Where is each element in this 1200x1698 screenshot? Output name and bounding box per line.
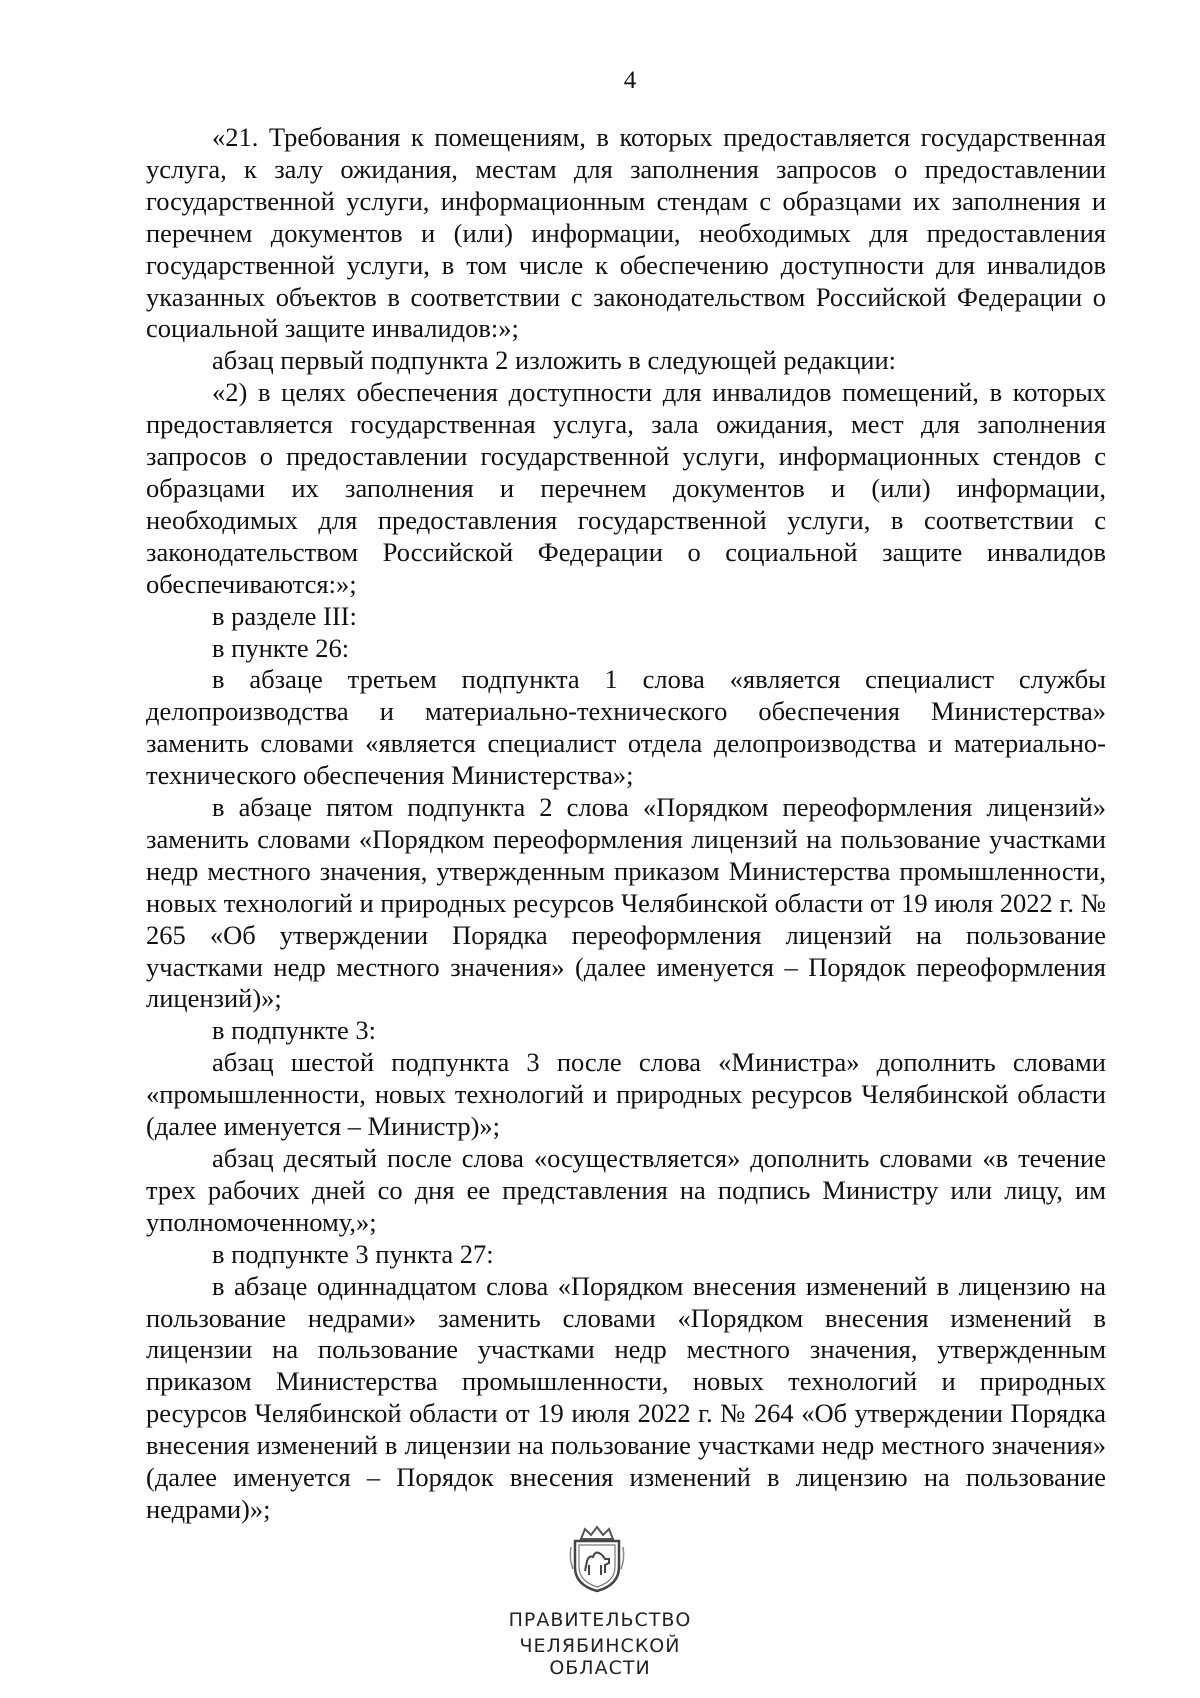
paragraph: в абзаце третьем подпункта 1 слова «является специалист службы делопроизводства и материально-технического обеспечения Министерства» заменить словами «является специалист отдела делопроизводства и материально-технического обеспечения Министерства»; [146,664,1106,791]
seal-line-2: ЧЕЛЯБИНСКОЙ ОБЛАСТИ [519,1635,681,1679]
paragraph: в абзаце одиннадцатом слова «Порядком внесения изменений в лицензию на пользование недрами» заменить словами «Порядком внесения изменений в лицензии на пользование участками недр местного значения, утвержденным приказом Министерства промышленности, новых технологий и природных ресурсов Челябинской области от 19 июля 2022 г. № 264 «Об утверждении Порядка внесения изменений в лицензии на пользование участками недр местного значения» (далее именуется – Порядок внесения изменений в лицензию на пользование недрами)»; [146,1270,1106,1524]
paragraph: абзац шестой подпункта 3 после слова «Министра» дополнить словами «промышленности, новых технологий и природных ресурсов Челябинской области (далее именуется – Министр)»; [146,1047,1106,1142]
page-number: 4 [623,67,637,94]
paragraph: в подпункте 3 пункта 27: [212,1238,494,1269]
government-seal [470,1525,730,1685]
paragraph: в подпункте 3: [212,1015,377,1046]
paragraph: в абзаце пятом подпункта 2 слова «Порядком переоформления лицензий» заменить словами «Порядком переоформления лицензий на пользование участками недр местного значения, утвержденным приказом Министерства промышленности, новых технологий и природных ресурсов Челябинской области от 19 июля 2022 г. № 265 «Об утверждении Порядка переоформления лицензий на пользование участками недр местного значения» (далее именуется – Порядок переоформления лицензий)»; [146,792,1106,1014]
paragraph: в разделе III: [212,600,357,631]
paragraph: «2) в целях обеспечения доступности для инвалидов помещений, в которых предоставляется государственная услуга, зала ожидания, мест для заполнения запросов о предоставлении государственной услуги, информационных стендов с образцами их заполнения и перечнем документов и (или) информации, необходимых для предоставления государственной услуги, в соответствии с законодательством Российской Федерации о социальной защите инвалидов обеспечиваются:»; [146,377,1106,599]
paragraph: в пункте 26: [212,632,350,663]
document-body [146,122,1106,1526]
paragraph: «21. Требования к помещениям, в которых предоставляется государственная услуга, к залу ожидания, местам для заполнения запросов о предоставлении государственной услуги, информационным стендам с образцами их заполнения и перечнем документов и (или) информации, необходимых для предоставления государственной услуги, в том числе к обеспечению доступности для инвалидов указанных объектов в соответствии с законодательством Российской Федерации о социальной защите инвалидов:»; [146,122,1106,344]
seal-line-1: ПРАВИТЕЛЬСТВО [508,1609,692,1631]
paragraph: абзац первый подпункта 2 изложить в следующей редакции: [212,345,897,376]
coat-of-arms-icon [567,1525,627,1593]
paragraph: абзац десятый после слова «осуществляется» дополнить словами «в течение трех рабочих дней со дня ее представления на подпись Министру или лицу, им уполномоченному,»; [146,1143,1106,1237]
